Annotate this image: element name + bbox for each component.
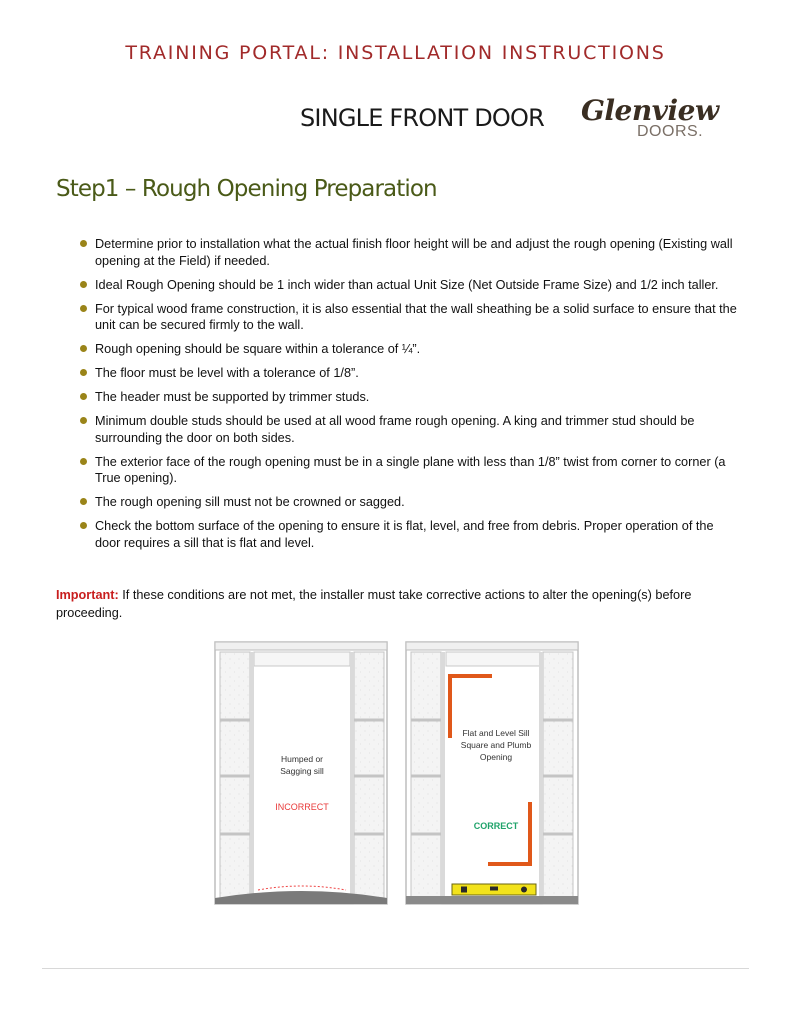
glenview-logo <box>575 94 725 142</box>
important-note <box>56 586 746 622</box>
incorrect-caption-line2: Sagging sill <box>280 766 324 776</box>
correct-caption-line2: Square and Plumb <box>460 740 532 750</box>
important-text: If these conditions are not met, the installer must take corrective actions to alter the opening(s) before proceeding. <box>56 588 692 620</box>
rough-opening-diagram <box>210 638 590 910</box>
document-title: SINGLE FRONT DOOR <box>300 104 544 132</box>
instruction-item: The header must be supported by trimmer studs. <box>80 389 740 406</box>
instruction-item: Determine prior to installation what the actual finish floor height will be and adjust the rough opening (Existing wall opening at the Field) if needed. <box>80 236 740 269</box>
correct-opening-panel <box>406 642 578 904</box>
important-label: Important: <box>56 588 119 602</box>
instruction-item: Ideal Rough Opening should be 1 inch wider than actual Unit Size (Net Outside Frame Size) and 1/2 inch taller. <box>80 277 740 294</box>
footer-divider <box>42 968 749 969</box>
step-title: Step1 – Rough Opening Preparation <box>56 176 437 202</box>
level-tool-icon <box>452 884 536 895</box>
incorrect-status-label: INCORRECT <box>275 802 329 812</box>
instruction-item: Minimum double studs should be used at all wood frame rough opening. A king and trimmer stud should be surrounding the door on both sides. <box>80 413 740 446</box>
logo-sub-text: DOORS. <box>637 123 704 140</box>
instruction-item: The rough opening sill must not be crowned or sagged. <box>80 494 740 511</box>
logo-script-text: Glenview <box>581 94 719 127</box>
incorrect-opening-panel <box>215 642 387 904</box>
instruction-item: The floor must be level with a tolerance of 1/8”. <box>80 365 740 382</box>
correct-caption-line3: Opening <box>479 752 513 762</box>
instruction-item: Rough opening should be square within a tolerance of ¼”. <box>80 341 740 358</box>
instruction-item: For typical wood frame construction, it is also essential that the wall sheathing be a solid surface to ensure that the unit can be secured firmly to the wall. <box>80 301 740 334</box>
instruction-item: Check the bottom surface of the opening to ensure it is flat, level, and free from debris. Proper operation of the door requires a sill that is flat and level. <box>80 518 740 551</box>
incorrect-caption-line1: Humped or <box>280 754 324 764</box>
instruction-item: The exterior face of the rough opening must be in a single plane with less than 1/8” twist from corner to corner (a True opening). <box>80 454 740 487</box>
correct-status-label: CORRECT <box>473 821 519 831</box>
correct-caption-line1: Flat and Level Sill <box>462 728 530 738</box>
portal-header: TRAINING PORTAL: INSTALLATION INSTRUCTIONS <box>125 42 666 64</box>
instruction-list <box>80 236 740 559</box>
